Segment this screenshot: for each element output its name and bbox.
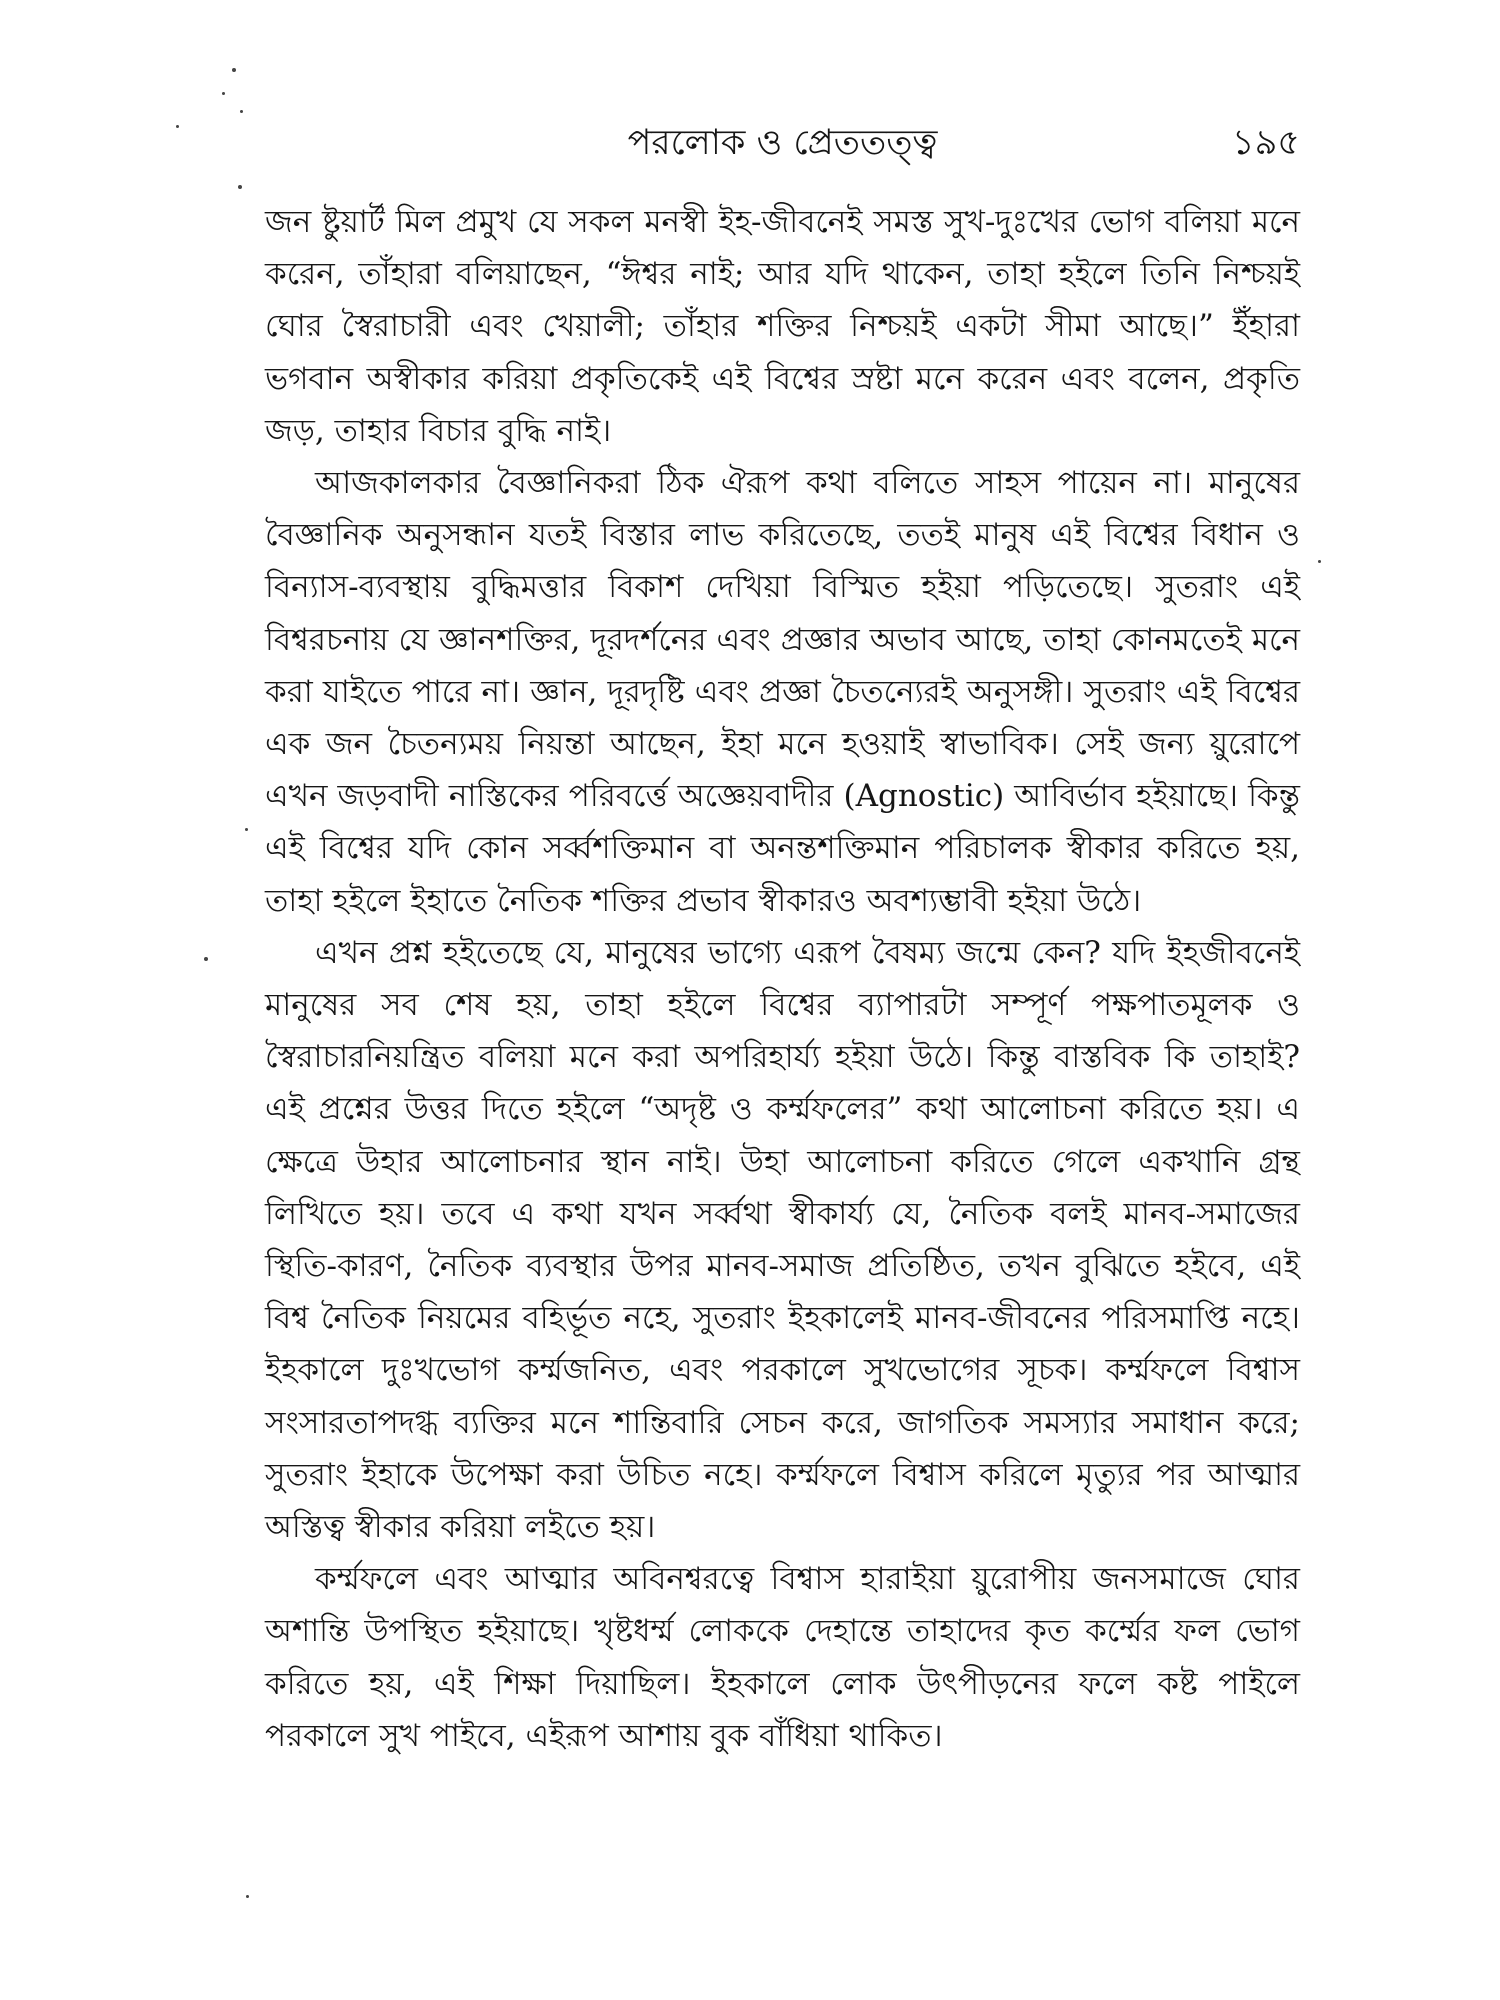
paragraph-4: কর্ম্মফলে এবং আত্মার অবিনশ্বরত্বে বিশ্বাস হারাইয়া য়ুরোপীয় জনসমাজে ঘোর অশান্তি উপস্থিত হইয়াছে। খৃষ্টধর্ম্ম লোককে দেহান্তে তাহাদের কৃত কর্ম্মের ফল ভোগ করিতে হয়, এই শিক্ষা দিয়াছিল। ইহকালে লোক উৎপীড়নের ফলে কষ্ট পাইলে পরকালে সুখ পাইবে, এইরূপ আশায় বুক বাঁধিয়া থাকিত। xyxy=(265,1561,1300,1754)
scan-speck xyxy=(232,68,236,72)
body-text xyxy=(265,196,1300,1762)
scan-speck xyxy=(1318,560,1321,563)
scan-speck xyxy=(222,92,225,95)
running-head: পরলোক ও প্রেততত্ত্ব xyxy=(627,123,938,163)
paragraph-1: জন ষ্টুয়ার্ট মিল প্রমুখ যে সকল মনস্বী ইহ-জীবনেই সমস্ত সুখ-দুঃখের ভোগ বলিয়া মনে করেন, তাঁহারা বলিয়াছেন, “ঈশ্বর নাই; আর যদি থাকেন, তাহা হইলে তিনি নিশ্চয়ই ঘোর স্বৈরাচারী এবং খেয়ালী; তাঁহার শক্তির নিশ্চয়ই একটা সীমা আছে।” ইঁহারা ভগবান অস্বীকার করিয়া প্রকৃতিকেই এই বিশ্বের স্রষ্টা মনে করেন এবং বলেন, প্রকৃতি জড়, তাহার বিচার বুদ্ধি নাই। xyxy=(265,204,1300,449)
page-number: ১৯৫ xyxy=(1231,123,1300,163)
paragraph-3: এখন প্রশ্ন হইতেছে যে, মানুষের ভাগ্যে এরূপ বৈষম্য জন্মে কেন? যদি ইহজীবনেই মানুষের সব শেষ হয়, তাহা হইলে বিশ্বের ব্যাপারটা সম্পূর্ণ পক্ষপাতমূলক ও স্বৈরাচারনিয়ন্ত্রিত বলিয়া মনে করা অপরিহার্য্য হইয়া উঠে। কিন্তু বাস্তবিক কি তাহাই? এই প্রশ্নের উত্তর দিতে হইলে “অদৃষ্ট ও কর্ম্মফলের” কথা আলোচনা করিতে হয়। এ ক্ষেত্রে উহার আলোচনার স্থান নাই। উহা আলোচনা করিতে গেলে একখানি গ্রন্থ লিখিতে হয়। তবে এ কথা যখন সর্ব্বথা স্বীকার্য্য যে, নৈতিক বলই মানব-সমাজের স্থিতি-কারণ, নৈতিক ব্যবস্থার উপর মানব-সমাজ প্রতিষ্ঠিত, তখন বুঝিতে হইবে, এই বিশ্ব নৈতিক নিয়মের বহির্ভূত নহে, সুতরাং ইহকালেই মানব-জীবনের পরিসমাপ্তি নহে। ইহকালে দুঃখভোগ কর্ম্মজনিত, এবং পরকালে সুখভোগের সূচক। কর্ম্মফলে বিশ্বাস সংসারতাপদগ্ধ ব্যক্তির মনে শান্তিবারি সেচন করে, জাগতিক সমস্যার সমাধান করে; সুতরাং ইহাকে উপেক্ষা করা উচিত নহে। কর্ম্মফলে বিশ্বাস করিলে মৃত্যুর পর আত্মার অস্তিত্ব স্বীকার করিয়া লইতে হয়। xyxy=(265,934,1300,1546)
paragraph-2: আজকালকার বৈজ্ঞানিকরা ঠিক ঐরূপ কথা বলিতে সাহস পায়েন না। মানুষের বৈজ্ঞানিক অনুসন্ধান যতই বিস্তার লাভ করিতেছে, ততই মানুষ এই বিশ্বের বিধান ও বিন্যাস-ব্যবস্থায় বুদ্ধিমত্তার বিকাশ দেখিয়া বিস্মিত হইয়া পড়িতেছে। সুতরাং এই বিশ্বরচনায় যে জ্ঞানশক্তির, দূরদর্শনের এবং প্রজ্ঞার অভাব আছে, তাহা কোনমতেই মনে করা যাইতে পারে না। জ্ঞান, দূরদৃষ্টি এবং প্রজ্ঞা চৈতন্যেরই অনুসঙ্গী। সুতরাং এই বিশ্বের এক জন চৈতন্যময় নিয়ন্তা আছেন, ইহা মনে হওয়াই স্বাভাবিক। সেই জন্য য়ুরোপে এখন জড়বাদী নাস্তিকের পরিবর্ত্তে অজ্ঞেয়বাদীর (Agnostic) আবির্ভাব হইয়াছে। কিন্তু এই বিশ্বের যদি কোন সর্ব্বশক্তিমান বা অনন্তশক্তিমান পরিচালক স্বীকার করিতে হয়, তাহা হইলে ইহাতে নৈতিক শক্তির প্রভাব স্বীকারও অবশ্যম্ভাবী হইয়া উঠে। xyxy=(265,465,1300,919)
scan-speck xyxy=(245,828,248,831)
scan-speck xyxy=(238,185,242,189)
scan-speck xyxy=(240,110,243,113)
page-header xyxy=(265,118,1300,168)
scan-speck xyxy=(176,125,179,128)
scan-speck xyxy=(204,957,208,961)
scan-speck xyxy=(246,1895,249,1898)
